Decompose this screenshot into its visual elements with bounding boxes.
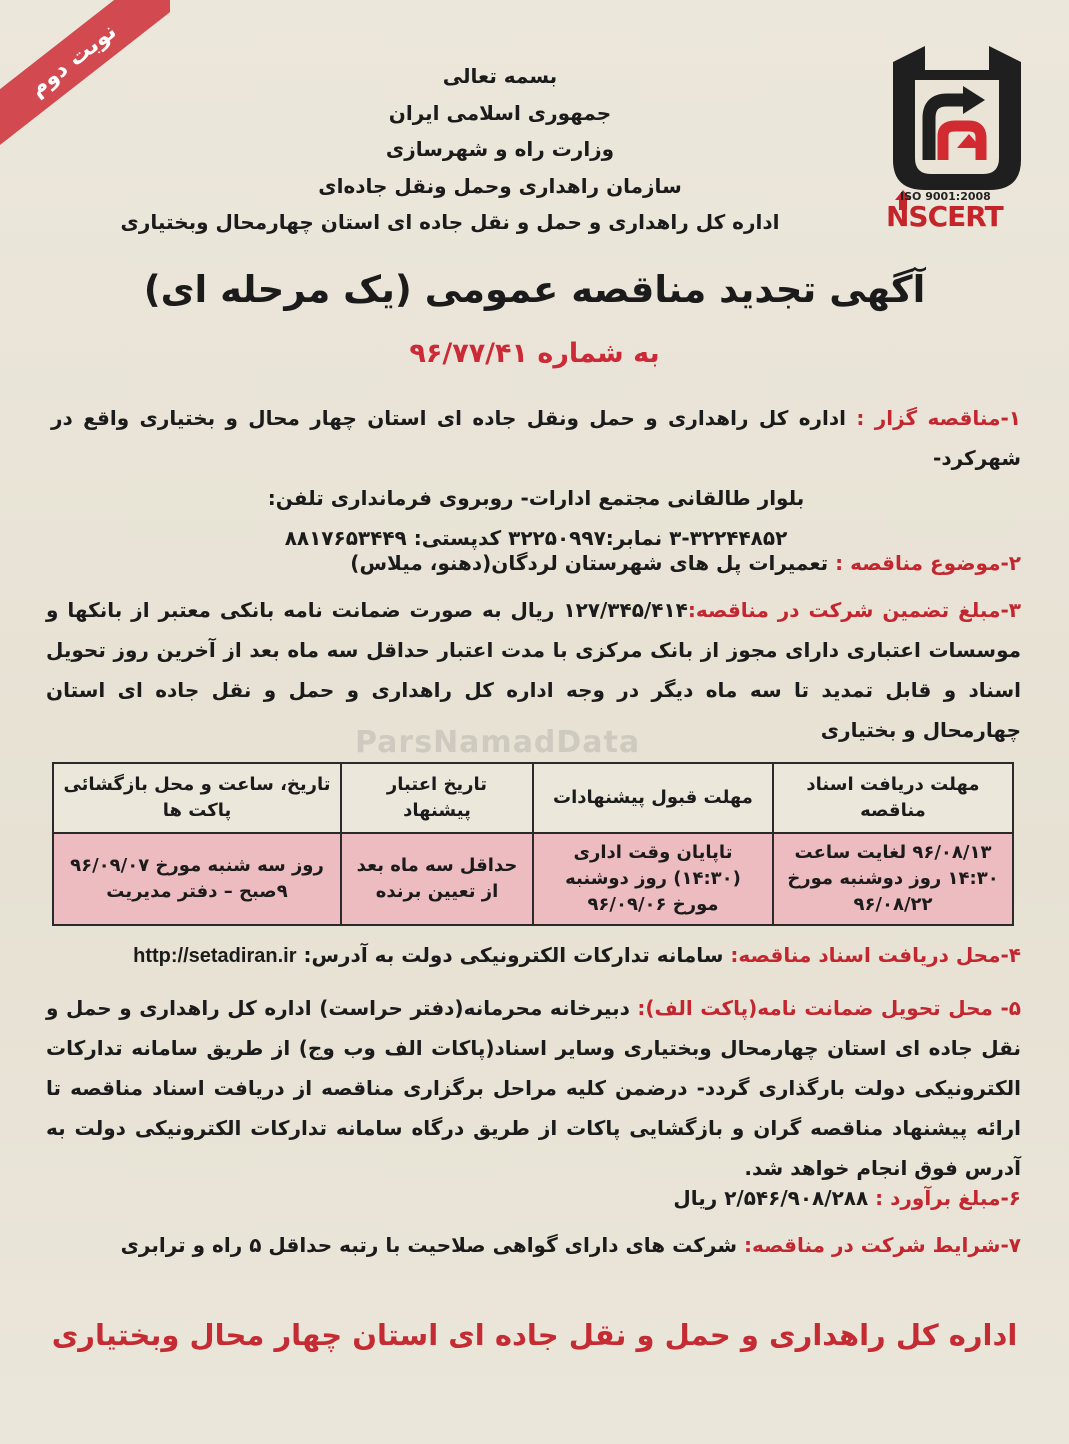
nscert-brand: NSCERT bbox=[886, 200, 1003, 233]
section-4-label: ۴-محل دریافت اسناد مناقصه: bbox=[730, 943, 1021, 967]
section-2-label: ۲-موضوع مناقصه : bbox=[835, 551, 1021, 575]
section-7-text: شرکت های دارای گواهی صلاحیت با رتبه حداقل ۵ راه و ترابری bbox=[120, 1233, 745, 1257]
ribbon-label: نوبت دوم bbox=[0, 0, 170, 154]
notice-number: به شماره ۹۶/۷۷/۴۱ bbox=[409, 338, 660, 369]
section-7-label: ۷-شرایط شرکت در مناقصه: bbox=[744, 1233, 1021, 1257]
table-header-cell: مهلت دریافت اسناد مناقصه bbox=[773, 763, 1013, 833]
section-1 bbox=[51, 398, 1021, 558]
section-1-line-3: ۳-۳۲۲۴۴۸۵۲ نمابر:۳۲۲۵۰۹۹۷ کدپستی: ۸۸۱۷۶۵۳۴۴۹ bbox=[284, 526, 788, 550]
table-cell: تاپایان وقت اداری (۱۴:۳۰) روز دوشنبه مورخ ۹۶/۰۹/۰۶ bbox=[533, 833, 773, 925]
header-line-1: بسمه تعالی bbox=[442, 64, 558, 88]
section-6-label: ۶-مبلغ برآورد : bbox=[875, 1186, 1021, 1210]
watermark: ParsNamadData bbox=[355, 725, 641, 760]
corner-ribbon bbox=[0, 0, 170, 170]
iso-label: ISO 9001:2008 bbox=[900, 190, 991, 203]
table-row bbox=[53, 833, 1013, 925]
table-cell: ۹۶/۰۸/۱۳ لغایت ساعت ۱۴:۳۰ روز دوشنبه مورخ ۹۶/۰۸/۲۲ bbox=[773, 833, 1013, 925]
table-header-cell: تاریخ، ساعت و محل بازگشائی پاکت ها bbox=[53, 763, 341, 833]
section-3-label: ۳-مبلغ تضمین شرکت در مناقصه: bbox=[687, 598, 1021, 622]
header-line-4: سازمان راهداری وحمل ونقل جاده‌ای bbox=[318, 173, 682, 198]
section-6-text: ۲/۵۴۶/۹۰۸/۲۸۸ ریال bbox=[673, 1186, 876, 1210]
section-7 bbox=[51, 1225, 1021, 1265]
table-cell: روز سه شنبه مورخ ۹۶/۰۹/۰۷ ۹صبح – دفتر مدیریت bbox=[53, 833, 341, 925]
setadiran-link[interactable]: http://setadiran.ir bbox=[133, 945, 297, 967]
footer-issuer: اداره کل راهداری و حمل و نقل جاده ای استان چهار محال وبختیاری bbox=[51, 1318, 1018, 1352]
section-5-text: دبیرخانه محرمانه(دفتر حراست) اداره کل راهداری و حمل و نقل جاده ای استان چهارمحال وبختیاری وسایر اسناد(پاکات الف وب وج) از طریق سامانه تدارکات الکترونیکی دولت بارگذاری گردد- درضمن کلیه مراحل برگزاری مناقصه از دریافت اسناد مناقصه تا ارائه پیشنهاد مناقصه گران و بازگشایی پاکات از طریق درگاه سامانه تدارکات الکترونیکی دولت به آدرس فوق انجام خواهد شد. bbox=[46, 996, 1021, 1180]
section-4 bbox=[51, 935, 1021, 976]
table-header-cell: تاریخ اعتبار پیشنهاد bbox=[341, 763, 533, 833]
table-cell: حداقل سه ماه بعد از تعیین برنده bbox=[341, 833, 533, 925]
header-line-2: جمهوری اسلامی ایران bbox=[388, 100, 612, 125]
section-6 bbox=[51, 1178, 1021, 1218]
section-2 bbox=[51, 543, 1021, 583]
section-2-text: تعمیرات پل های شهرستان لردگان(دهنو، میلاس) bbox=[350, 551, 836, 575]
section-5-label: ۵- محل تحویل ضمانت نامه(پاکت الف): bbox=[637, 996, 1021, 1020]
section-1-label: ۱-مناقصه گزار : bbox=[856, 406, 1021, 430]
table-header-cell: مهلت قبول پیشنهادات bbox=[533, 763, 773, 833]
schedule-table bbox=[52, 762, 1014, 926]
header-line-5: اداره کل راهداری و حمل و نقل جاده ای استان چهارمحال وبختیاری bbox=[120, 210, 780, 234]
section-1-text: اداره کل راهداری و حمل ونقل جاده ای استان چهار محال و بختیاری واقع در شهرکرد- bbox=[51, 406, 1021, 470]
section-3-text: ۱۲۷/۳۴۵/۴۱۴ ریال به صورت ضمانت نامه بانکی معتبر از بانکها و موسسات اعتباری دارای مجوز از بانک مرکزی با مدت اعتبار حداقل سه ماه بعد از آخرین روز تحویل اسناد و قابل تمدید تا سه ماه دیگر در وجه اداره کل راهداری و حمل و نقل جاده ای استان چهارمحال و بختیاری bbox=[46, 598, 1021, 742]
section-5 bbox=[46, 988, 1021, 1188]
header-line-3: وزارت راه و شهرسازی bbox=[385, 137, 615, 161]
table-header-row bbox=[53, 763, 1013, 833]
section-1-line-2: بلوار طالقانی مجتمع ادارات- روبروی فرمانداری تلفن: bbox=[267, 486, 805, 510]
section-4-text: سامانه تدارکات الکترونیکی دولت به آدرس: bbox=[296, 943, 731, 967]
header-block bbox=[120, 58, 800, 241]
notice-title: آگهی تجدید مناقصه عمومی (یک مرحله ای) bbox=[143, 268, 926, 311]
